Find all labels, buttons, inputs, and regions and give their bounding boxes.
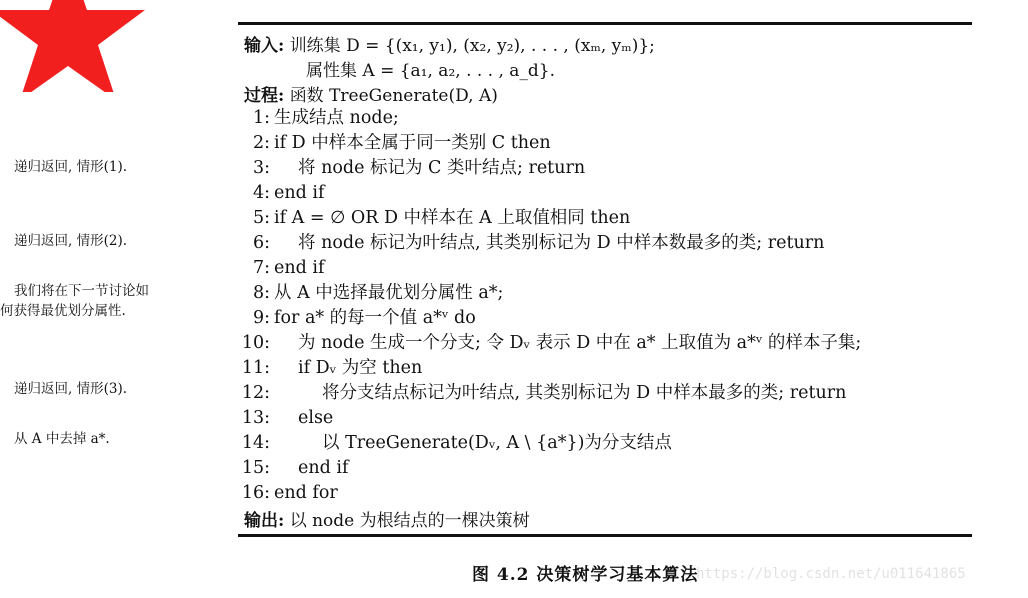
algo-line-12 xyxy=(240,381,846,406)
algo-line-15 xyxy=(240,456,348,481)
output-text: 以 node 为根结点的一棵决策树 xyxy=(289,511,530,531)
line-text: end if xyxy=(274,258,325,278)
algo-line-1 xyxy=(240,106,399,131)
algo-line-11 xyxy=(240,356,422,381)
line-number: 13: xyxy=(241,408,270,428)
output-label: 输出: xyxy=(244,511,285,531)
line-number: 5: xyxy=(252,208,270,228)
line-number: 10: xyxy=(241,333,270,353)
algo-line-9 xyxy=(240,306,476,331)
figure-caption: 图 4.2 决策树学习基本算法 xyxy=(472,565,699,585)
line-number: 15: xyxy=(241,458,270,478)
algo-line-13 xyxy=(240,406,333,431)
line-number: 14: xyxy=(241,433,270,453)
watermark-url: https://blog.csdn.net/u011641865 xyxy=(696,566,966,582)
algo-line-3 xyxy=(240,156,585,181)
line-text: if D 中样本全属于同一类别 C then xyxy=(274,133,551,153)
line-number: 9: xyxy=(252,308,270,328)
line-number: 6: xyxy=(252,233,270,253)
line-number: 12: xyxy=(241,383,270,403)
line-text: 将 node 标记为 C 类叶结点; return xyxy=(298,158,586,178)
line-text: if Dᵥ 为空 then xyxy=(298,358,423,378)
line-text: 将分支结点标记为叶结点, 其类别标记为 D 中样本最多的类; return xyxy=(322,383,847,403)
output-line xyxy=(244,508,530,534)
line-text: if A = ∅ OR D 中样本在 A 上取值相同 then xyxy=(274,208,631,228)
top-rule xyxy=(238,22,972,25)
line-text: for a* 的每一个值 a*ᵛ do xyxy=(274,308,476,328)
attribute-set-text: 属性集 A = {a₁, a₂, . . . , a_d}. xyxy=(306,61,556,81)
margin-note-remove-attribute: 从 A 中去掉 a*. xyxy=(14,431,110,447)
red-star-icon xyxy=(0,0,150,92)
algo-line-6 xyxy=(240,231,824,256)
line-number: 3: xyxy=(252,158,270,178)
training-set-text: 训练集 D = {(x₁, y₁), (x₂, y₂), . . . , (xₘ, yₘ)}; xyxy=(289,36,655,56)
margin-note-case-1: 递归返回, 情形(1). xyxy=(14,159,127,175)
algo-line-16 xyxy=(240,481,338,506)
algo-line-7 xyxy=(240,256,324,281)
line-text: 以 TreeGenerate(Dᵥ, A \ {a*})为分支结点 xyxy=(322,433,672,453)
line-text: 将 node 标记为叶结点, 其类别标记为 D 中样本数最多的类; return xyxy=(298,233,825,253)
line-text: end if xyxy=(274,183,325,203)
algo-line-5 xyxy=(240,206,630,231)
line-number: 1: xyxy=(252,108,270,128)
algo-line-10 xyxy=(240,331,861,356)
line-number: 4: xyxy=(252,183,270,203)
process-text: 函数 TreeGenerate(D, A) xyxy=(289,86,498,106)
margin-note-case-2: 递归返回, 情形(2). xyxy=(14,233,127,249)
line-text: end for xyxy=(274,483,338,503)
algo-line-14 xyxy=(240,431,672,456)
algo-line-8 xyxy=(240,281,503,306)
margin-note-case-3: 递归返回, 情形(3). xyxy=(14,381,127,397)
line-number: 16: xyxy=(241,483,270,503)
bottom-rule xyxy=(238,534,972,537)
line-text: else xyxy=(298,408,334,428)
input-line-1 xyxy=(244,33,655,59)
margin-note-next-section-b: 何获得最优划分属性. xyxy=(0,303,126,319)
line-number: 11: xyxy=(241,358,270,378)
process-label: 过程: xyxy=(244,86,285,106)
line-text: 为 node 生成一个分支; 令 Dᵥ 表示 D 中在 a* 上取值为 a*ᵛ 的样本子集; xyxy=(298,333,862,353)
line-number: 7: xyxy=(252,258,270,278)
line-number: 8: xyxy=(252,283,270,303)
line-number: 2: xyxy=(252,133,270,153)
line-text: 从 A 中选择最优划分属性 a*; xyxy=(274,283,504,303)
algo-line-4 xyxy=(240,181,324,206)
margin-note-next-section-a: 我们将在下一节讨论如 xyxy=(14,283,149,299)
input-label: 输入: xyxy=(244,36,285,56)
line-text: end if xyxy=(298,458,349,478)
algo-line-2 xyxy=(240,131,551,156)
line-text: 生成结点 node; xyxy=(274,108,399,128)
